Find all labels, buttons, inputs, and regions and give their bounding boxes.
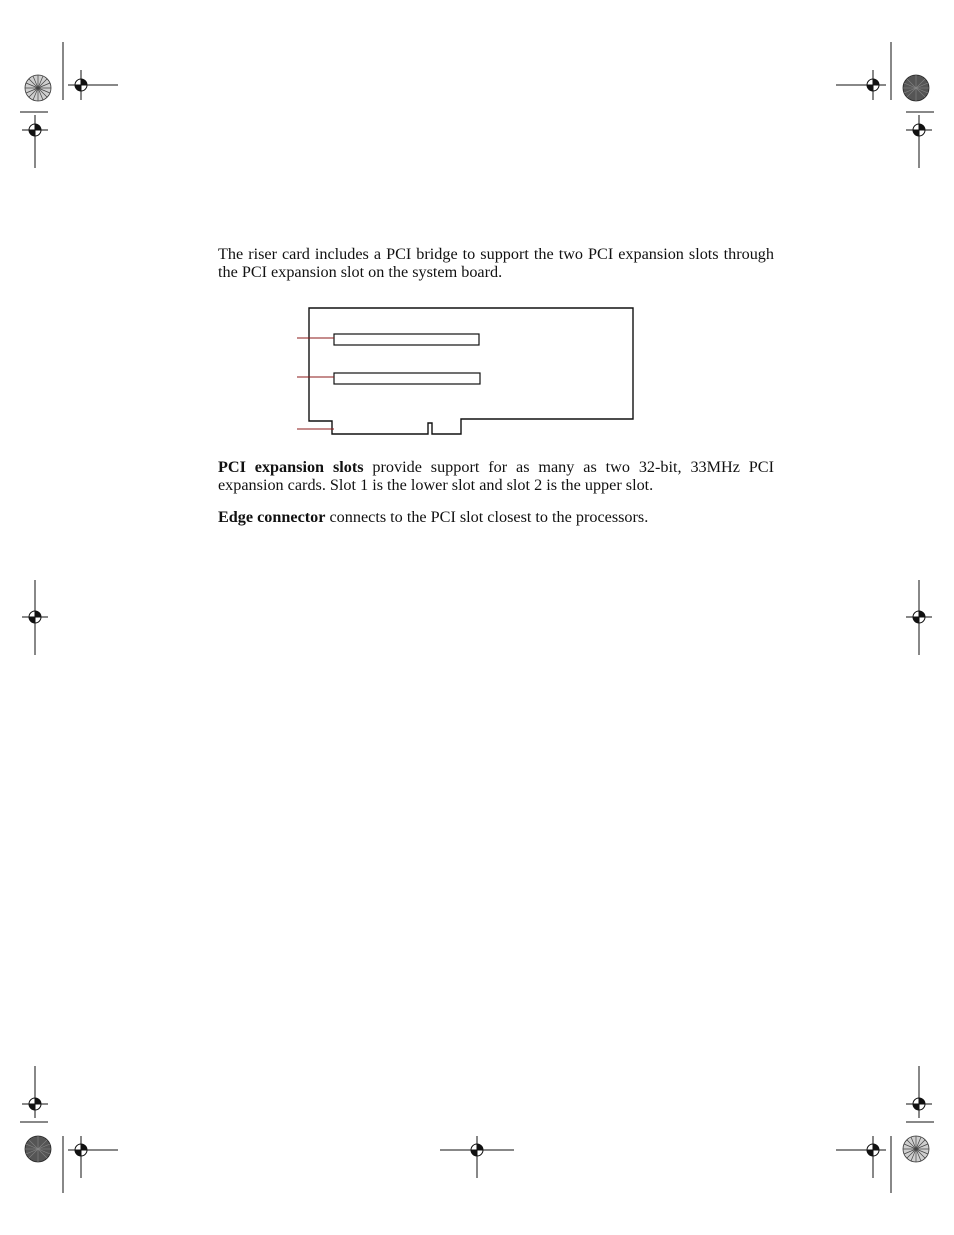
registration-starburst-bottom-right — [903, 1136, 929, 1162]
edge-connector-text: connects to the PCI slot closest to the processors. — [325, 508, 649, 526]
pci-slots-term: PCI expansion slots — [218, 458, 364, 476]
registration-starburst-top-left — [25, 75, 51, 101]
registration-starburst-top-right — [903, 75, 929, 101]
registration-starburst-bottom-left — [25, 1136, 51, 1162]
pci-slots-description — [218, 458, 774, 494]
intro-paragraph: The riser card includes a PCI bridge to support the two PCI expansion slots through the PCI expansion slot on the system board. — [218, 245, 774, 281]
edge-connector-description — [218, 508, 774, 526]
pci-slot-2 — [334, 334, 479, 345]
pci-slots-text: provide support for as many as two 32-bit, 33MHz PCI expansion cards. Slot 1 is the lower slot and slot 2 is the upper slot. — [218, 458, 774, 494]
pci-slot-1 — [334, 373, 480, 384]
edge-connector-term: Edge connector — [218, 508, 326, 526]
riser-card-diagram — [290, 300, 640, 440]
riser-card-outline — [309, 308, 633, 434]
